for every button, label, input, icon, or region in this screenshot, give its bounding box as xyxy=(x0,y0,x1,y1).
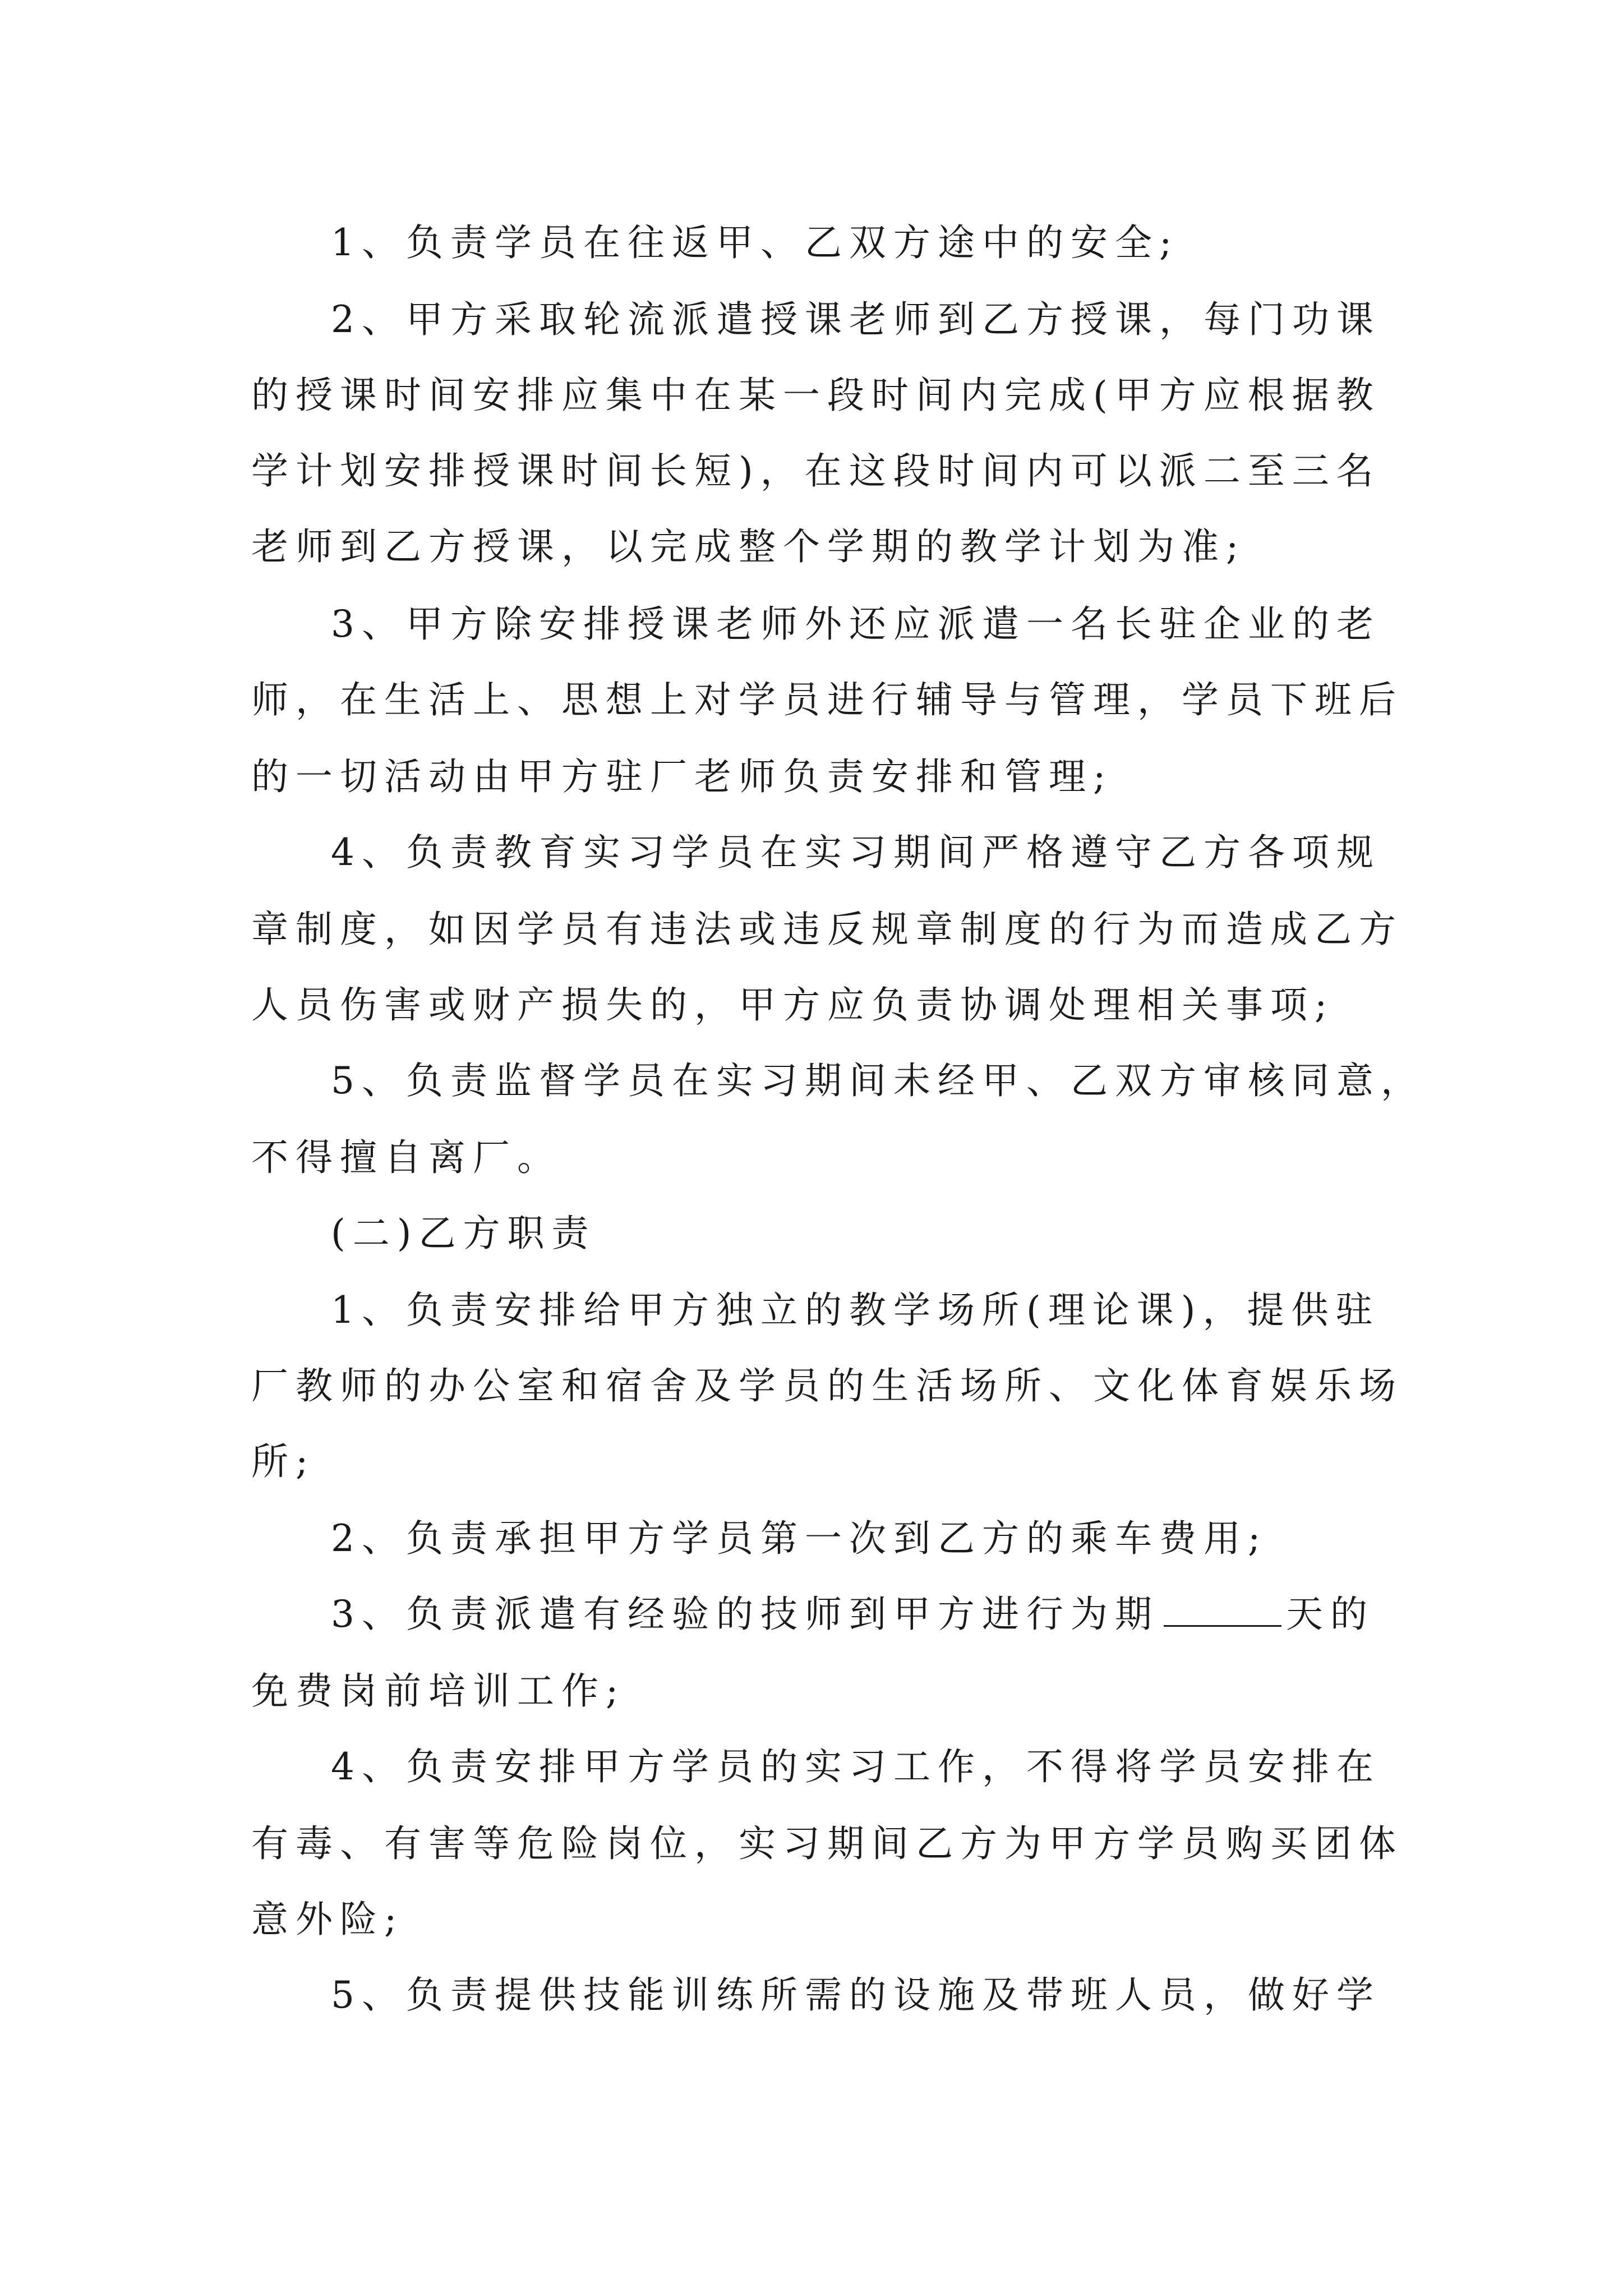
paragraph-line: 3、甲方除安排授课老师外还应派遣一名长驻企业的老 xyxy=(331,602,1381,646)
paragraph-line: 2、负责承担甲方学员第一次到乙方的乘车费用; xyxy=(331,1517,1268,1560)
paragraph-line: 厂教师的办公室和宿舍及学员的生活场所、文化体育娱乐场 xyxy=(251,1364,1403,1407)
paragraph-line: 4、负责教育实习学员在实习期间严格遵守乙方各项规 xyxy=(331,831,1381,874)
paragraph-line: 老师到乙方授课，以完成整个学期的教学计划为准; xyxy=(251,525,1246,568)
paragraph-line: 人员伤害或财产损失的，甲方应负责协调处理相关事项; xyxy=(251,983,1335,1027)
paragraph-line: 免费岗前培训工作; xyxy=(251,1669,626,1713)
paragraph-line: 5、负责提供技能训练所需的设施及带班人员，做好学 xyxy=(331,1973,1381,2017)
paragraph-line xyxy=(331,1592,1375,1637)
paragraph-line: 4、负责安排甲方学员的实习工作，不得将学员安排在 xyxy=(331,1745,1381,1788)
paragraph-line: 所; xyxy=(251,1440,316,1483)
paragraph-line: 意外险; xyxy=(251,1898,404,1941)
paragraph-line: 1、负责学员在往返甲、乙双方途中的安全; xyxy=(331,221,1179,264)
paragraph-line: 章制度，如因学员有违法或违反规章制度的行为而造成乙方 xyxy=(251,908,1403,951)
paragraph-line: 的授课时间安排应集中在某一段时间内完成(甲方应根据教 xyxy=(251,374,1381,417)
paragraph-text: 天的 xyxy=(1286,1593,1375,1636)
paragraph-line: 5、负责监督学员在实习期间未经甲、乙双方审核同意， xyxy=(331,1059,1425,1102)
paragraph-line: 不得擅自离厂。 xyxy=(251,1136,561,1179)
paragraph-text: 3、负责派遣有经验的技师到甲方进行为期 xyxy=(331,1593,1159,1636)
paragraph-line: 学计划安排授课时间长短)，在这段时间内可以派二至三名 xyxy=(251,449,1381,493)
paragraph-line: 有毒、有害等危险岗位，实习期间乙方为甲方学员购买团体 xyxy=(251,1822,1403,1865)
paragraph-line: 师，在生活上、思想上对学员进行辅导与管理，学员下班后 xyxy=(251,678,1403,721)
fill-in-blank xyxy=(1164,1593,1281,1627)
section-heading: (二)乙方职责 xyxy=(331,1212,596,1255)
paragraph-line: 2、甲方采取轮流派遣授课老师到乙方授课，每门功课 xyxy=(331,298,1381,341)
paragraph-line: 1、负责安排给甲方独立的教学场所(理论课)，提供驻 xyxy=(331,1289,1380,1332)
paragraph-line: 的一切活动由甲方驻厂老师负责安排和管理; xyxy=(251,755,1113,798)
